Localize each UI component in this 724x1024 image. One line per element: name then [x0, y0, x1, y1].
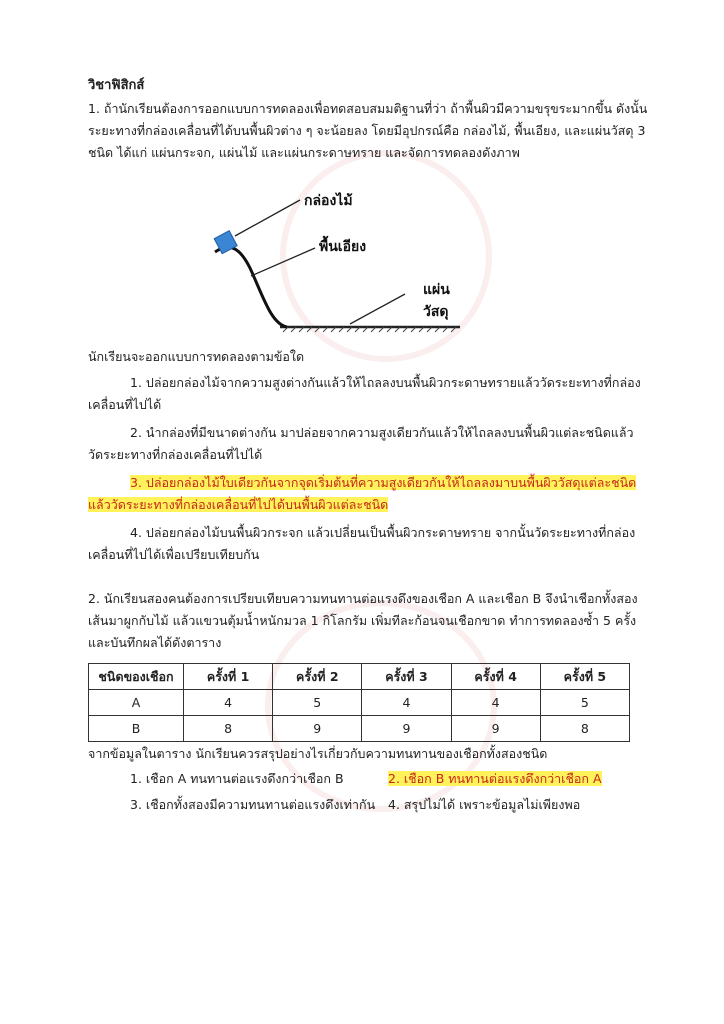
- q1-choice-3-answer: [88, 472, 648, 516]
- q1-choice-1: 1. ปล่อยกล่องไม้จากความสูงต่างกันแล้วให้ไถลลงบนพื้นผิวกระดาษทรายแล้ววัดระยะทางที่กล่องเคลื่อนที่ไปได้: [88, 375, 641, 412]
- table-row: [89, 690, 630, 716]
- table-header-cell: ครั้งที่ 3: [362, 664, 451, 690]
- q2-prompt: จากข้อมูลในตาราง นักเรียนควรสรุปอย่างไรเกี่ยวกับความทนทานของเชือกทั้งสองชนิด: [88, 746, 548, 761]
- table-cell: 5: [273, 690, 362, 716]
- table-cell: 4: [451, 690, 540, 716]
- table-cell: 5: [540, 690, 629, 716]
- q2-choice-4: 4. สรุปไม่ได้ เพราะข้อมูลไม่เพียงพอ: [388, 797, 581, 812]
- table-cell: A: [89, 690, 184, 716]
- subject-title: วิชาฟิสิกส์: [88, 78, 145, 93]
- table-header-cell: ครั้งที่ 1: [184, 664, 273, 690]
- table-cell: 9: [273, 716, 362, 742]
- table-cell: 8: [540, 716, 629, 742]
- q2-choice-2-text: 2. เชือก B ทนทานต่อแรงดึงกว่าเชือก A: [388, 771, 602, 786]
- table-cell: 4: [184, 690, 273, 716]
- experiment-figure: [205, 186, 465, 336]
- ramp-leader-line: [251, 248, 315, 276]
- q1-choice-4: 4. ปล่อยกล่องไม้บนพื้นผิวกระจก แล้วเปลี่ยนเป็นพื้นผิวกระดาษทราย จากนั้นวัดระยะทางที่กล่องเคลื่อนที่ไปได้เพื่อเปรียบเทียบกัน: [88, 525, 636, 562]
- table-cell: 8: [184, 716, 273, 742]
- table-cell: 4: [362, 690, 451, 716]
- ramp-curve: [215, 247, 287, 327]
- q1-choice-2: 2. นำกล่องที่มีขนาดต่างกัน มาปล่อยจากความสูงเดียวกันแล้วให้ไถลลงบนพื้นผิวแต่ละชนิดแล้ววัดระยะทางที่กล่องเคลื่อนที่ไปได้: [88, 425, 634, 462]
- q2-choice-1: 1. เชือก A ทนทานต่อแรงดึงกว่าเชือก B: [130, 771, 344, 786]
- q2-stem: 2. นักเรียนสองคนต้องการเปรียบเทียบความทนทานต่อแรงดึงของเชือก A และเชือก B จึงนำเชือกทั้งสองเส้นมาผูกกับไม้ แล้วแขวนตุ้มน้ำหนักมวล 1 กิโลกรัม เพิ่มทีละก้อนจนเชือกขาด ทำการทดลองซ้ำ 5 ครั้งและบันทึกผลได้ดังตาราง: [88, 591, 638, 650]
- label-box: กล่องไม้: [304, 193, 353, 209]
- label-material: แผ่นวัสดุ: [423, 282, 450, 320]
- table-header-cell: ครั้งที่ 4: [451, 664, 540, 690]
- table-header-cell: ครั้งที่ 2: [273, 664, 362, 690]
- q1-choice-3-text: 3. ปล่อยกล่องไม้ใบเดียวกันจากจุดเริ่มต้นที่ความสูงเดียวกันให้ไถลลงมาบนพื้นผิววัสดุแต่ละชนิดแล้ววัดระยะทางที่กล่องเคลื่อนที่ไปได้บนพื้นผิวแต่ละชนิด: [88, 475, 637, 512]
- q1-stem: 1. ถ้านักเรียนต้องการออกแบบการทดลองเพื่อทดสอบสมมติฐานที่ว่า ถ้าพื้นผิวมีความขรุขระมากขึ้น ดังนั้นระยะทางที่กล่องเคลื่อนที่ได้บนพื้นผิวต่าง ๆ จะน้อยลง โดยมีอุปกรณ์คือ กล่องไม้, พื้นเอียง, และแผ่นวัสดุ 3 ชนิด ได้แก่ แผ่นกระจก, แผ่นไม้ และแผ่นกระดาษทราย และจัดการทดลองดังภาพ: [88, 101, 648, 160]
- table-cell: B: [89, 716, 184, 742]
- q2-choice-2-answer: [388, 769, 602, 789]
- table-header-cell: ครั้งที่ 5: [540, 664, 629, 690]
- q2-choice-3: 3. เชือกทั้งสองมีความทนทานต่อแรงดึงเท่ากัน: [130, 797, 376, 812]
- table-row: [89, 716, 630, 742]
- label-ramp: พื้นเอียง: [319, 239, 367, 255]
- table-cell: 9: [362, 716, 451, 742]
- table-header-cell: ชนิดของเชือก: [89, 664, 184, 690]
- material-leader-line: [350, 294, 405, 324]
- box-leader-line: [235, 200, 300, 236]
- table-cell: 9: [451, 716, 540, 742]
- table-header-row: [89, 664, 630, 690]
- q1-prompt: นักเรียนจะออกแบบการทดลองตามข้อใด: [88, 349, 305, 364]
- results-table: [88, 663, 630, 742]
